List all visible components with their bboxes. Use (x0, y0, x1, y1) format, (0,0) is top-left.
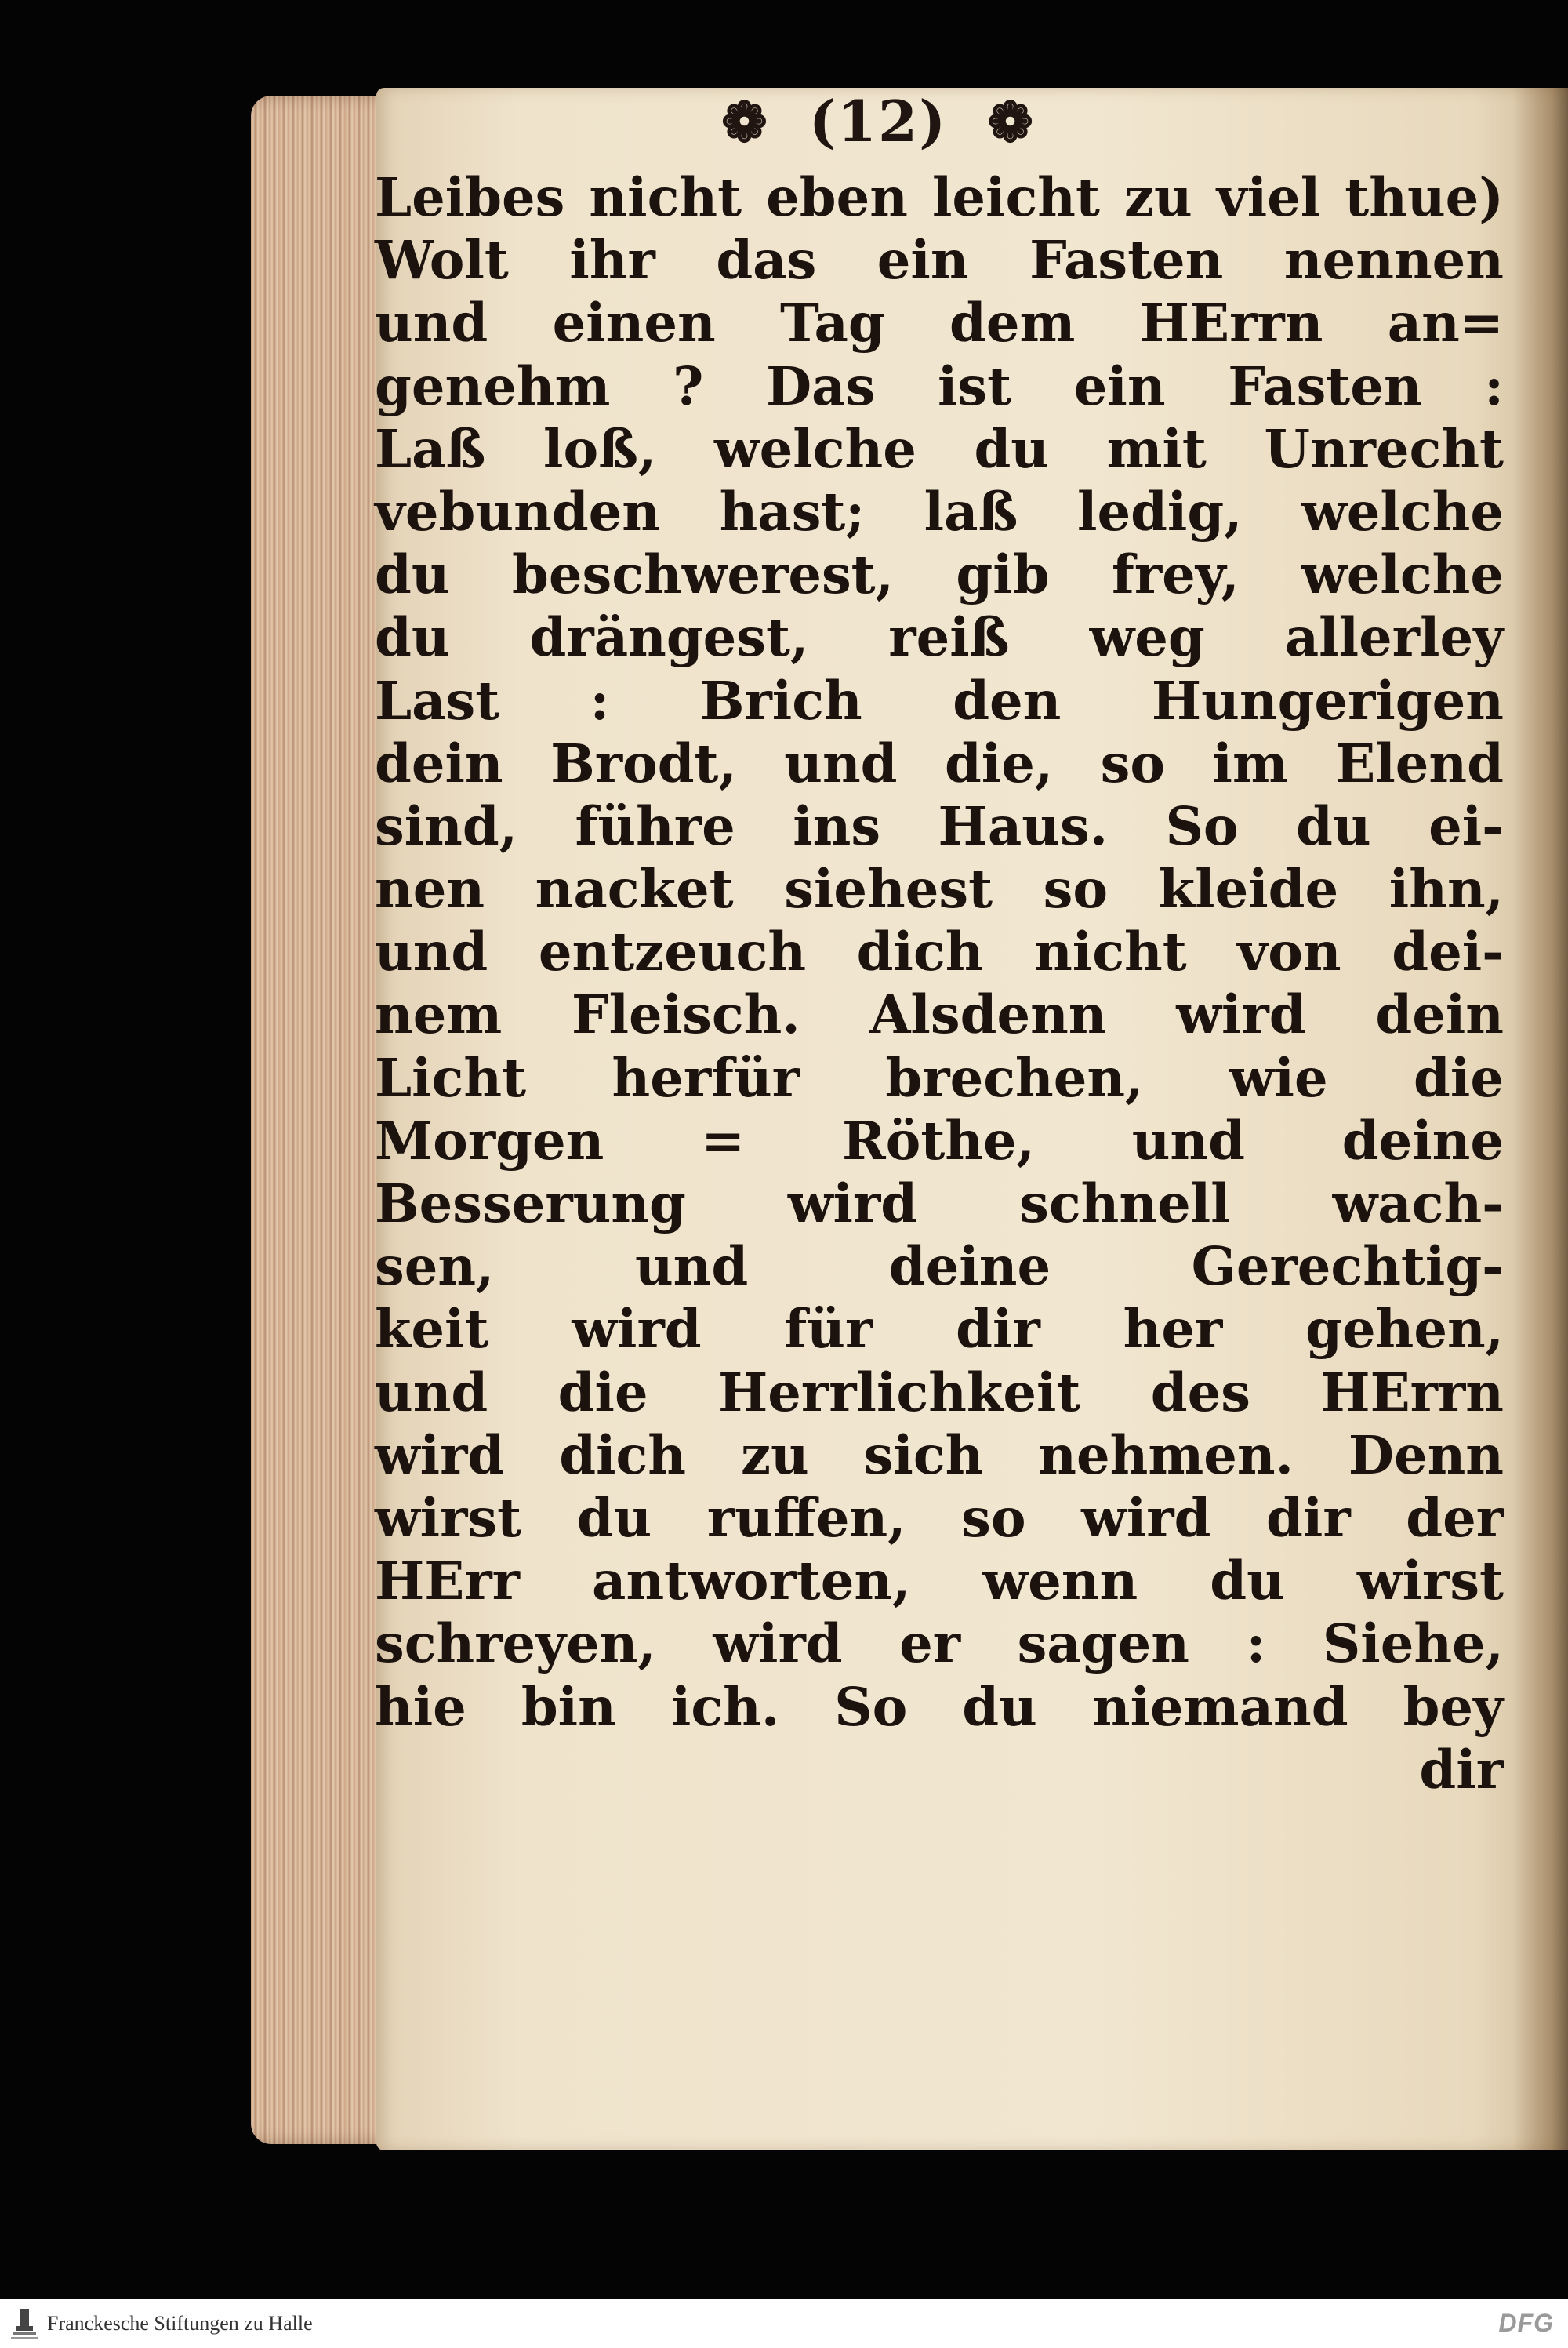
text-line: dein Brodt, und die, so im Elend (375, 732, 1504, 794)
text-line: schreyen, wird er sagen : Siehe, (375, 1612, 1504, 1675)
page-header (251, 88, 1505, 154)
text-line: Besserung wird schnell wach- (375, 1172, 1504, 1234)
text-line: keit wird für dir her gehen, (375, 1298, 1504, 1361)
dfg-logo: DFG (1498, 2309, 1554, 2337)
text-line: Wolt ihr das ein Fasten nennen (375, 229, 1504, 292)
page-gutter (1513, 88, 1568, 2150)
ornament-right-icon: ❁ (987, 89, 1035, 154)
text-line: sen, und deine Gerechtig- (375, 1235, 1504, 1298)
text-line: Morgen = Röthe, und deine (375, 1109, 1504, 1172)
text-line: und die Herrlichkeit des HErrn (375, 1361, 1504, 1423)
catchword: dir (1419, 1738, 1504, 1801)
text-line: hie bin ich. So du niemand bey (375, 1675, 1504, 1738)
text-line: Last : Brich den Hungerigen (375, 669, 1504, 732)
text-line: genehm ? Das ist ein Fasten : (375, 354, 1504, 417)
institution-logo-icon (8, 2306, 41, 2342)
text-line: Leibes nicht eben leicht zu viel thue) (375, 166, 1504, 228)
text-line: sind, führe ins Haus. So du ei- (375, 794, 1504, 857)
text-line: nen nacket siehest so kleide ihn, (375, 858, 1504, 921)
text-line: und entzeuch dich nicht von dei- (375, 921, 1504, 983)
text-line: Laß loß, welche du mit Unrecht (375, 417, 1504, 480)
institution-name: Franckesche Stiftungen zu Halle (47, 2312, 313, 2335)
text-line: HErr antworten, wenn du wirst (375, 1550, 1504, 1612)
ornament-left-icon: ❁ (721, 89, 769, 154)
text-line: und einen Tag dem HErrn an= (375, 292, 1504, 354)
text-line: nem Fleisch. Alsdenn wird dein (375, 983, 1504, 1046)
footer-bar (0, 2299, 1568, 2348)
text-line: wirst du ruffen, so wird dir der (375, 1486, 1504, 1549)
text-line: Licht herfür brechen, wie die (375, 1046, 1504, 1109)
page-text-block (375, 166, 1504, 1801)
text-line: du beschwerest, gib frey, welche (375, 543, 1504, 606)
page-number: (12) (808, 88, 948, 154)
text-line: vebunden hast; laß ledig, welche (375, 480, 1504, 543)
text-line: wird dich zu sich nehmen. Denn (375, 1423, 1504, 1486)
text-line: du drängest, reiß weg allerley (375, 606, 1504, 669)
